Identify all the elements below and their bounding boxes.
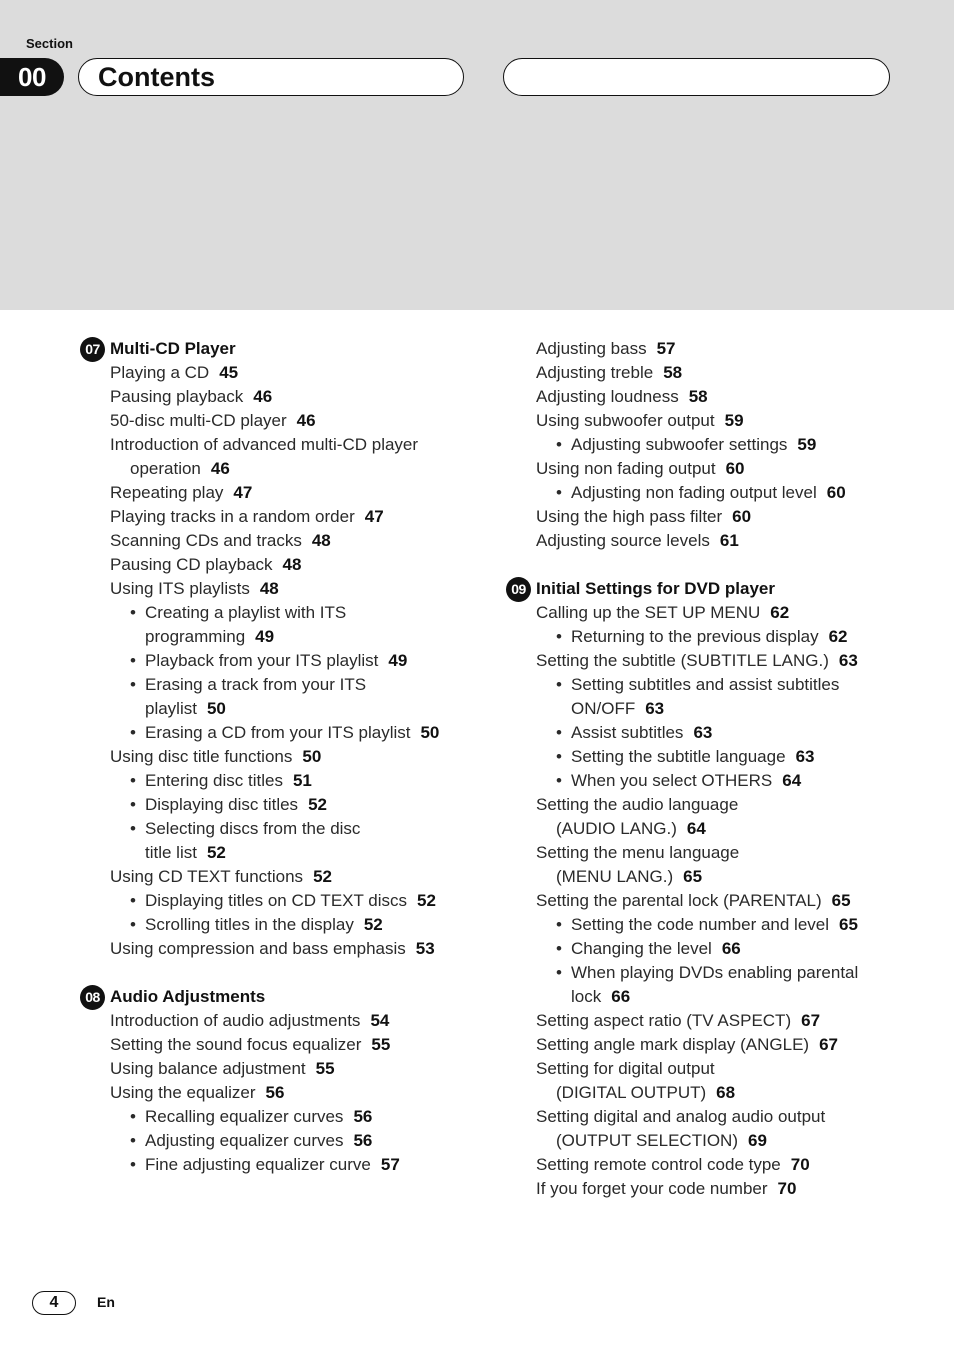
toc-entry-text: 50-disc multi-CD player: [110, 411, 287, 430]
toc-page-number: 55: [371, 1035, 391, 1054]
toc-entry[interactable]: [506, 529, 906, 553]
toc-entry[interactable]: [506, 1129, 906, 1153]
toc-entry-text: Erasing a CD from your ITS playlist: [145, 723, 411, 742]
toc-page-number: 52: [313, 867, 332, 886]
toc-page-number: 56: [353, 1131, 373, 1150]
bullet-icon: •: [556, 915, 562, 934]
toc-entry[interactable]: [506, 385, 906, 409]
toc-page-number: 55: [315, 1059, 335, 1078]
toc-page-number: 66: [721, 939, 741, 958]
toc-entry-text: Setting the subtitle (SUBTITLE LANG.): [536, 651, 829, 670]
toc-entry[interactable]: [80, 697, 480, 721]
toc-entry-text: Adjusting subwoofer settings: [571, 435, 788, 454]
toc-entry-text: Using compression and bass emphasis: [110, 939, 406, 958]
toc-entry-text: lock: [571, 987, 602, 1006]
toc-page-number: 64: [686, 819, 706, 838]
toc-page-number: 58: [663, 363, 683, 382]
toc-entry[interactable]: [506, 505, 906, 529]
toc-entry[interactable]: [80, 481, 480, 505]
toc-page-number: 49: [388, 651, 408, 670]
toc-entry-text: Scanning CDs and tracks: [110, 531, 302, 550]
toc-left-column: [80, 337, 480, 1201]
toc-entry-text: (MENU LANG.): [556, 867, 674, 886]
toc-entry-text: Entering disc titles: [145, 771, 283, 790]
toc-entry-text: Using balance adjustment: [110, 1059, 306, 1078]
toc-entry-text: Returning to the previous display: [571, 627, 819, 646]
toc-page-number: 67: [801, 1011, 821, 1030]
bullet-icon: •: [556, 939, 562, 958]
toc-entry-text: Setting remote control code type: [536, 1155, 781, 1174]
toc-entry[interactable]: [506, 937, 906, 961]
toc-entry[interactable]: [80, 409, 480, 433]
section-heading: [506, 577, 906, 601]
toc-page-number: 52: [417, 891, 436, 910]
toc-page-number: 59: [797, 435, 817, 454]
toc-entry-text: When playing DVDs enabling parental: [571, 963, 859, 982]
toc-page-number: 50: [420, 723, 440, 742]
toc-entry-text: Assist subtitles: [571, 723, 684, 742]
toc-entry-text: Using ITS playlists: [110, 579, 250, 598]
toc-entry[interactable]: [506, 1009, 906, 1033]
toc-entry[interactable]: [80, 889, 480, 913]
toc-entry[interactable]: [506, 337, 906, 361]
toc-entry-text: Introduction of advanced multi-CD player: [110, 435, 419, 454]
section-number-circle: 07: [80, 337, 105, 362]
toc-entry-text: Pausing playback: [110, 387, 244, 406]
toc-page-number: 58: [688, 387, 708, 406]
bullet-icon: •: [130, 651, 136, 670]
toc-entry-text: Scrolling titles in the display: [145, 915, 354, 934]
toc-entry[interactable]: [80, 457, 480, 481]
toc-section: [506, 577, 906, 1201]
toc-entry[interactable]: [506, 361, 906, 385]
toc-entry-text: Playing tracks in a random order: [110, 507, 355, 526]
empty-title-box: [503, 58, 890, 96]
toc-entry-text: Erasing a track from your ITS: [145, 675, 367, 694]
toc-page-number: 60: [732, 507, 752, 526]
section-number-badge: 00: [0, 58, 64, 96]
toc-entry[interactable]: [506, 1057, 906, 1081]
section-title: Initial Settings for DVD player: [536, 579, 775, 598]
toc-entry[interactable]: [80, 505, 480, 529]
toc-entry[interactable]: [506, 793, 906, 817]
toc-entry[interactable]: [80, 1129, 480, 1153]
toc-entry-text: operation: [130, 459, 201, 478]
bullet-icon: •: [556, 483, 562, 502]
toc-entry-text: Displaying titles on CD TEXT discs: [145, 891, 408, 910]
toc-entry-text: Setting the sound focus equalizer: [110, 1035, 362, 1054]
toc-entry-text: When you select OTHERS: [571, 771, 773, 790]
bullet-icon: •: [130, 1131, 136, 1150]
toc-entry[interactable]: [506, 913, 906, 937]
toc-entry-text: Adjusting bass: [536, 339, 647, 358]
toc-entry[interactable]: [80, 1081, 480, 1105]
toc-page-number: 70: [790, 1155, 810, 1174]
toc-entry[interactable]: [80, 817, 480, 841]
toc-entry[interactable]: [80, 1057, 480, 1081]
toc-entry-text: Fine adjusting equalizer curve: [145, 1155, 371, 1174]
toc-section: [506, 337, 906, 553]
toc-entry[interactable]: [506, 1153, 906, 1177]
bullet-icon: •: [556, 963, 562, 982]
toc-entry[interactable]: [80, 793, 480, 817]
toc-entry-text: Setting the code number and level: [571, 915, 830, 934]
toc-page-number: 52: [363, 915, 383, 934]
toc-page-number: 57: [656, 339, 676, 358]
toc-entry-text: programming: [145, 627, 246, 646]
toc-entry[interactable]: [506, 697, 906, 721]
toc-page-number: 45: [219, 363, 239, 382]
toc-page-number: 70: [777, 1179, 797, 1198]
toc-entry[interactable]: [80, 769, 480, 793]
bullet-icon: •: [130, 915, 136, 934]
toc-entry[interactable]: [506, 745, 906, 769]
bullet-icon: •: [130, 1107, 136, 1126]
toc-entry-text: (DIGITAL OUTPUT): [556, 1083, 707, 1102]
toc-page-number: 62: [770, 603, 790, 622]
toc-entry-text: Playback from your ITS playlist: [145, 651, 379, 670]
toc-page-number: 48: [259, 579, 279, 598]
toc-entry[interactable]: [80, 529, 480, 553]
section-label: Section: [26, 36, 73, 51]
toc-entry-text: Using disc title functions: [110, 747, 293, 766]
toc-entry[interactable]: [80, 673, 480, 697]
toc-page-number: 63: [645, 699, 665, 718]
toc-entry-text: Creating a playlist with ITS: [145, 603, 347, 622]
toc-entry-text: (OUTPUT SELECTION): [556, 1131, 738, 1150]
toc-entry-text: title list: [145, 843, 197, 862]
toc-page-number: 63: [838, 651, 858, 670]
toc-entry[interactable]: [506, 1033, 906, 1057]
bullet-icon: •: [130, 771, 136, 790]
toc-entry-text: Pausing CD playback: [110, 555, 273, 574]
section-title: Multi-CD Player: [110, 339, 236, 358]
toc-section: [80, 337, 480, 961]
toc-entry[interactable]: [80, 865, 480, 889]
toc-entry-text: Setting the audio language: [536, 795, 739, 814]
toc-entry[interactable]: [80, 433, 480, 457]
toc-entry-text: Using subwoofer output: [536, 411, 715, 430]
toc-entry-text: Adjusting non fading output level: [571, 483, 817, 502]
page-number-badge: 4: [32, 1291, 76, 1315]
toc-entry-text: Adjusting equalizer curves: [145, 1131, 344, 1150]
toc-entry[interactable]: [506, 1177, 906, 1201]
toc-entry[interactable]: [506, 625, 906, 649]
toc-entry[interactable]: [506, 409, 906, 433]
toc-entry-text: ON/OFF: [571, 699, 636, 718]
toc-entry[interactable]: [80, 577, 480, 601]
toc-entry-text: Setting the parental lock (PARENTAL): [536, 891, 822, 910]
section-number-circle: 08: [80, 985, 105, 1010]
toc-entry-text: Setting angle mark display (ANGLE): [536, 1035, 810, 1054]
toc-entry[interactable]: [80, 553, 480, 577]
toc-entry[interactable]: [506, 865, 906, 889]
toc-page-number: 46: [296, 411, 316, 430]
toc-entry[interactable]: [506, 889, 906, 913]
bullet-icon: •: [130, 603, 136, 622]
toc-entry-text: Using the high pass filter: [536, 507, 723, 526]
bullet-icon: •: [556, 675, 562, 694]
toc-entry-text: Using CD TEXT functions: [110, 867, 304, 886]
toc-entry-text: Using the equalizer: [110, 1083, 256, 1102]
language-label: En: [97, 1294, 115, 1310]
toc-entry[interactable]: [80, 1153, 480, 1177]
section-title: Audio Adjustments: [110, 987, 266, 1006]
bullet-icon: •: [556, 747, 562, 766]
toc-entry[interactable]: [506, 961, 906, 985]
bullet-icon: •: [556, 627, 562, 646]
toc-page-number: 54: [370, 1011, 390, 1030]
toc-page-number: 65: [683, 867, 703, 886]
toc-entry[interactable]: [506, 841, 906, 865]
toc-entry[interactable]: [506, 649, 906, 673]
bullet-icon: •: [556, 435, 562, 454]
section-heading: [80, 337, 480, 361]
toc-entry[interactable]: [506, 433, 906, 457]
toc-entry[interactable]: [80, 361, 480, 385]
bullet-icon: •: [556, 771, 562, 790]
toc-entry[interactable]: [80, 601, 480, 625]
toc-page-number: 61: [719, 531, 739, 550]
toc-entry-text: Selecting discs from the disc: [145, 819, 361, 838]
toc-entry-text: If you forget your code number: [536, 1179, 768, 1198]
bullet-icon: •: [130, 675, 136, 694]
toc-page-number: 56: [353, 1107, 373, 1126]
toc-entry[interactable]: [80, 841, 480, 865]
toc-entry[interactable]: [506, 481, 906, 505]
header-band: [0, 0, 954, 310]
toc-entry[interactable]: [506, 1081, 906, 1105]
toc-page-number: 52: [206, 843, 226, 862]
toc-page-number: 51: [292, 771, 312, 790]
toc-entry-text: Displaying disc titles: [145, 795, 299, 814]
toc-page-number: 56: [265, 1083, 285, 1102]
bullet-icon: •: [130, 723, 136, 742]
toc-right-column: [506, 337, 906, 1225]
toc-entry[interactable]: [506, 601, 906, 625]
toc-page-number: 47: [233, 483, 253, 502]
section-number-circle: 09: [506, 577, 531, 602]
toc-entry-text: (AUDIO LANG.): [556, 819, 677, 838]
toc-section: [80, 985, 480, 1177]
toc-entry[interactable]: [80, 1009, 480, 1033]
toc-entry[interactable]: [80, 937, 480, 961]
toc-entry-text: Adjusting source levels: [536, 531, 710, 550]
toc-page-number: 64: [782, 771, 802, 790]
toc-entry[interactable]: [80, 721, 480, 745]
toc-entry[interactable]: [506, 673, 906, 697]
toc-entry[interactable]: [506, 1105, 906, 1129]
bullet-icon: •: [130, 891, 136, 910]
toc-page-number: 67: [819, 1035, 838, 1054]
toc-entry-text: Setting for digital output: [536, 1059, 715, 1078]
toc-page-number: 62: [828, 627, 848, 646]
toc-entry[interactable]: [80, 385, 480, 409]
toc-page-number: 47: [364, 507, 384, 526]
toc-page-number: 50: [302, 747, 322, 766]
toc-page-number: 66: [611, 987, 631, 1006]
toc-page-number: 69: [747, 1131, 767, 1150]
toc-entry-text: Calling up the SET UP MENU: [536, 603, 761, 622]
toc-page-number: 63: [795, 747, 815, 766]
toc-entry-text: Using non fading output: [536, 459, 716, 478]
toc-entry-text: playlist: [145, 699, 197, 718]
toc-entry-text: Setting aspect ratio (TV ASPECT): [536, 1011, 792, 1030]
toc-entry-text: Setting digital and analog audio output: [536, 1107, 826, 1126]
toc-entry-text: Setting subtitles and assist subtitles: [571, 675, 840, 694]
toc-entry[interactable]: [80, 745, 480, 769]
bullet-icon: •: [130, 795, 136, 814]
toc-entry-text: Adjusting loudness: [536, 387, 679, 406]
toc-entry[interactable]: [506, 817, 906, 841]
toc-page-number: 50: [206, 699, 226, 718]
toc-page-number: 52: [308, 795, 327, 814]
toc-page-number: 63: [693, 723, 713, 742]
toc-entry[interactable]: [80, 913, 480, 937]
toc-page-number: 65: [839, 915, 858, 934]
toc-entry-text: Playing a CD: [110, 363, 210, 382]
toc-entry[interactable]: [80, 1105, 480, 1129]
toc-page-number: 46: [210, 459, 230, 478]
toc-page-number: 60: [826, 483, 846, 502]
toc-page-number: 53: [415, 939, 435, 958]
toc-entry-text: Setting the subtitle language: [571, 747, 786, 766]
toc-entry-text: Recalling equalizer curves: [145, 1107, 344, 1126]
toc-page-number: 59: [724, 411, 744, 430]
toc-page-number: 49: [255, 627, 275, 646]
bullet-icon: •: [556, 723, 562, 742]
toc-entry[interactable]: [80, 1033, 480, 1057]
toc-page-number: 60: [725, 459, 745, 478]
toc-entry-text: Adjusting treble: [536, 363, 654, 382]
bullet-icon: •: [130, 1155, 136, 1174]
page-title: Contents: [78, 58, 464, 96]
toc-page-number: 48: [282, 555, 302, 574]
toc-page-number: 48: [311, 531, 331, 550]
toc-entry[interactable]: [80, 625, 480, 649]
toc-page-number: 65: [831, 891, 851, 910]
toc-entry[interactable]: [506, 721, 906, 745]
toc-entry[interactable]: [80, 649, 480, 673]
toc-entry-text: Introduction of audio adjustments: [110, 1011, 361, 1030]
toc-entry[interactable]: [506, 457, 906, 481]
toc-page-number: 68: [716, 1083, 736, 1102]
toc-entry-text: Setting the menu language: [536, 843, 740, 862]
bullet-icon: •: [130, 819, 136, 838]
section-heading: [80, 985, 480, 1009]
toc-entry-text: Repeating play: [110, 483, 224, 502]
toc-entry[interactable]: [506, 985, 906, 1009]
toc-page-number: 57: [380, 1155, 400, 1174]
toc-entry-text: Changing the level: [571, 939, 712, 958]
toc-page-number: 46: [253, 387, 273, 406]
toc-entry[interactable]: [506, 769, 906, 793]
